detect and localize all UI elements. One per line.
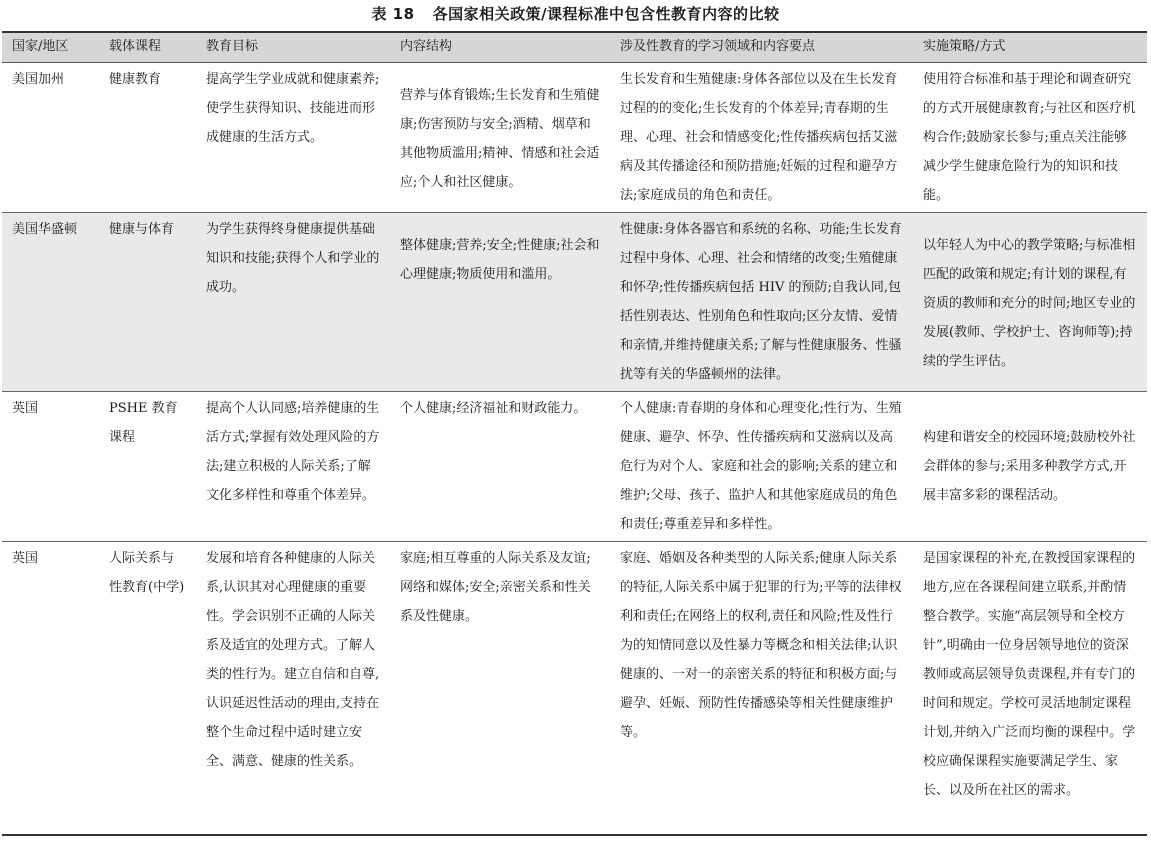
cell-structure: 家庭;相互尊重的人际关系及友谊;网络和媒体;安全;亲密关系和性关系及性健康。	[390, 541, 610, 835]
table-row	[2, 541, 1147, 835]
table-row	[2, 212, 1147, 391]
table-row	[2, 62, 1147, 212]
cell-structure: 营养与体育锻炼;生长发育和生殖健康;伤害预防与安全;酒精、烟草和其他物质滥用;精神、情感和社会适应;个人和社区健康。	[390, 62, 610, 212]
cell-goal: 提高个人认同感;培养健康的生活方式;掌握有效处理风险的方法;建立积极的人际关系;了解文化多样性和尊重个体差异。	[196, 391, 390, 541]
table-header-row	[2, 32, 1147, 62]
cell-strategy: 使用符合标准和基于理论和调查研究的方式开展健康教育;与社区和医疗机构合作;鼓励家长参与;重点关注能够减少学生健康危险行为的知识和技能。	[913, 62, 1147, 212]
caption-title: 各国家相关政策/课程标准中包含性教育内容的比较	[432, 5, 780, 23]
header-structure: 内容结构	[390, 32, 610, 62]
cell-strategy: 构建和谐安全的校园环境;鼓励校外社会群体的参与;采用多种教学方式,开展丰富多彩的课程活动。	[913, 391, 1147, 541]
cell-goal: 提高学生学业成就和健康素养;使学生获得知识、技能进而形成健康的生活方式。	[196, 62, 390, 212]
header-goal: 教育目标	[196, 32, 390, 62]
cell-goal: 发展和培育各种健康的人际关系,认识其对心理健康的重要性。学会识别不正确的人际关系及适宜的处理方式。了解人类的性行为。建立自信和自尊,认识延迟性活动的理由,支持在整个生命过程中适时建立安全、满意、健康的性关系。	[196, 541, 390, 835]
header-region: 国家/地区	[2, 32, 99, 62]
comparison-table	[2, 31, 1147, 836]
cell-structure: 个人健康;经济福祉和财政能力。	[390, 391, 610, 541]
cell-region: 美国华盛顿	[2, 212, 99, 391]
cell-course: 健康教育	[99, 62, 196, 212]
header-content: 涉及性教育的学习领域和内容要点	[610, 32, 913, 62]
table-caption	[0, 0, 1151, 30]
cell-content: 生长发育和生殖健康:身体各部位以及在生长发育过程的的变化;生长发育的个体差异;青春期的生理、心理、社会和情感变化;性传播疾病包括艾滋病及其传播途径和预防措施;妊娠的过程和避孕方法;家庭成员的角色和责任。	[610, 62, 913, 212]
cell-course: 人际关系与性教育(中学)	[99, 541, 196, 835]
cell-content: 家庭、婚姻及各种类型的人际关系;健康人际关系的特征,人际关系中属于犯罪的行为;平等的法律权利和责任;在网络上的权利,责任和风险;性及性行为的知情同意以及性暴力等概念和相关法律;认识健康的、一对一的亲密关系的特征和积极方面;与避孕、妊娠、预防性传播感染等相关性健康维护等。	[610, 541, 913, 835]
cell-course: PSHE 教育课程	[99, 391, 196, 541]
cell-region: 英国	[2, 541, 99, 835]
table-row	[2, 391, 1147, 541]
cell-strategy: 是国家课程的补充,在教授国家课程的地方,应在各课程间建立联系,并酌情整合教学。实施“高层领导和全校方针”,明确由一位身居领导地位的资深教师或高层领导负责课程,并有专门的时间和规定。学校可灵活地制定课程计划,并纳入广泛而均衡的课程中。学校应确保课程实施要满足学生、家长、以及所在社区的需求。	[913, 541, 1147, 835]
cell-content: 个人健康:青春期的身体和心理变化;性行为、生殖健康、避孕、怀孕、性传播疾病和艾滋病以及高危行为对个人、家庭和社会的影响;关系的建立和维护;父母、孩子、监护人和其他家庭成员的角色和责任;尊重差异和多样性。	[610, 391, 913, 541]
cell-structure: 整体健康;营养;安全;性健康;社会和心理健康;物质使用和滥用。	[390, 212, 610, 391]
cell-course: 健康与体育	[99, 212, 196, 391]
cell-region: 美国加州	[2, 62, 99, 212]
cell-region: 英国	[2, 391, 99, 541]
header-course: 载体课程	[99, 32, 196, 62]
header-strategy: 实施策略/方式	[913, 32, 1147, 62]
cell-strategy: 以年轻人为中心的教学策略;与标准相匹配的政策和规定;有计划的课程,有资质的教师和充分的时间;地区专业的发展(教师、学校护士、咨询师等);持续的学生评估。	[913, 212, 1147, 391]
caption-number: 表 18	[371, 5, 415, 23]
cell-goal: 为学生获得终身健康提供基础知识和技能;获得个人和学业的成功。	[196, 212, 390, 391]
cell-content: 性健康:身体各器官和系统的名称、功能;生长发育过程中身体、心理、社会和情绪的改变;生殖健康和怀孕;性传播疾病包括 HIV 的预防;自我认同,包括性别表达、性别角色和性取向;区分友情、爱情和亲情,并维持健康关系;了解与性健康服务、性骚扰等有关的华盛顿州的法律。	[610, 212, 913, 391]
